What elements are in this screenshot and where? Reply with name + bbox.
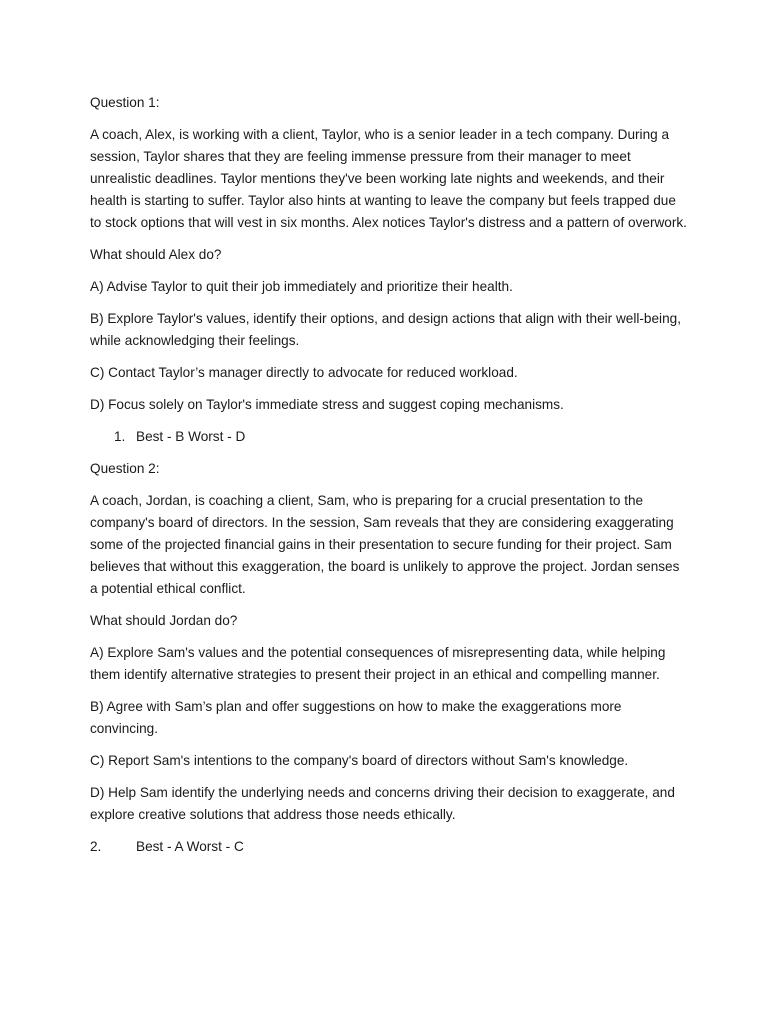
question-2-answer [90, 836, 690, 858]
question-2-option-c: C) Report Sam's intentions to the company's board of directors without Sam's knowledge. [90, 753, 629, 768]
question-2-scenario: A coach, Jordan, is coaching a client, Sam, who is preparing for a crucial presentation to the company's board of directors. In the session, Sam reveals that they are considering exaggerating some of the projected financial gains in their presentation to secure funding for their project. Sam believes that without this exaggeration, the board is unlikely to approve the project. Jordan senses a potential ethical conflict. [90, 493, 680, 596]
answer-text: Best - A Worst - C [136, 839, 244, 854]
question-1-answer [90, 426, 690, 448]
question-1-option-d: D) Focus solely on Taylor's immediate stress and suggest coping mechanisms. [90, 397, 564, 412]
question-1-prompt: What should Alex do? [90, 247, 222, 262]
question-2-option-b: B) Agree with Sam’s plan and offer suggestions on how to make the exaggerations more convincing. [90, 699, 622, 736]
question-2-prompt: What should Jordan do? [90, 613, 238, 628]
answer-number: 1. [114, 429, 126, 444]
question-1-heading: Question 1: [90, 95, 160, 110]
question-1-scenario: A coach, Alex, is working with a client, Taylor, who is a senior leader in a tech company. During a session, Taylor shares that they are feeling immense pressure from their manager to meet unrealistic deadlines. Taylor mentions they've been working late nights and weekends, and their health is starting to suffer. Taylor also hints at wanting to leave the company but feels trapped due to stock options that will vest in six months. Alex notices Taylor's distress and a pattern of overwork. [90, 127, 687, 230]
question-2-heading: Question 2: [90, 461, 160, 476]
question-1-option-b: B) Explore Taylor's values, identify their options, and design actions that align with their well-being, while acknowledging their feelings. [90, 311, 681, 348]
question-1-option-a: A) Advise Taylor to quit their job immediately and prioritize their health. [90, 279, 513, 294]
question-2-option-a: A) Explore Sam's values and the potential consequences of misrepresenting data, while helping them identify alternative strategies to present their project in an ethical and compelling manner. [90, 645, 666, 682]
question-2-option-d: D) Help Sam identify the underlying needs and concerns driving their decision to exaggerate, and explore creative solutions that address those needs ethically. [90, 785, 675, 822]
document-page [90, 92, 690, 868]
answer-text: Best - B Worst - D [136, 429, 246, 444]
question-1-option-c: C) Contact Taylor’s manager directly to advocate for reduced workload. [90, 365, 518, 380]
answer-number: 2. [90, 839, 102, 854]
